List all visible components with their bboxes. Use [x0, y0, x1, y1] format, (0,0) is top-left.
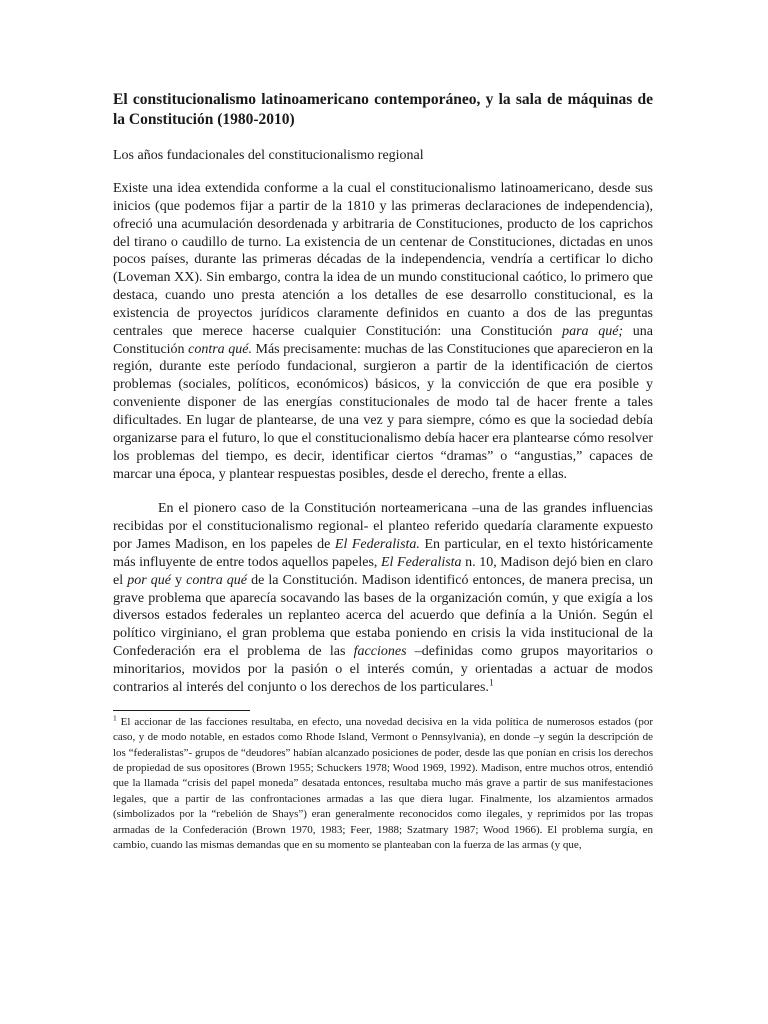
paragraph-2-text-3: n. 10, Madison dejó bien en claro el	[113, 554, 653, 588]
footnote-1	[113, 712, 653, 854]
paragraph-1-text-3: Más precisamente: muchas de las Constituciones que aparecieron en la región, durante este período fundacional, surgieron a partir de la identificación de ciertos problemas (sociales, políticos, económicos) básicos, y la convicción de que era posible y conveniente disponer de las energías constitucionales de modo tal de hacer frente a tales dificultades. En lugar de plantearse, de una vez y para siempre, cómo es que la sociedad debía organizarse para el futuro, lo que el constitucionalismo debía hacer era plantearse cómo resolver los problemas del tiempo, es decir, identificar ciertos “dramas” o “angustias,” capaces de marcar una época, y plantear respuestas posibles, desde el derecho, frente a ellas.	[113, 341, 653, 482]
paragraph-2-italic-1: El Federalista.	[334, 537, 420, 553]
document-title: El constitucionalismo latinoamericano contemporáneo, y la sala de máquinas de la Constitución (1980-2010)	[113, 91, 653, 128]
paragraph-1-text-1: Existe una idea extendida conforme a la cual el constitucionalismo latinoamericano, desde sus inicios (que podemos fijar a partir de la 1810 y las primeras declaraciones de independencia), ofreció una acumulación desordenada y arbitraria de Constituciones, producto de los caprichos del tirano o caudillo de turno. La existencia de un centenar de Constituciones, dictadas en unos pocos países, durante las primeras décadas de la independencia, vendría a certificar lo dicho (Loveman XX). Sin embargo, contra la idea de un mundo constitucional caótico, lo primero que destaca, cuando uno presta atención a los detalles de ese desarrollo constitucional, es la existencia de proyectos jurídicos claramente definidos en cuanto a dos de las preguntas centrales que merece hacerse cualquier Constitución: una Constitución	[113, 181, 653, 339]
paragraph-2-text-1: En el pionero caso de la Constitución norteamericana –una de las grandes influencias recibidas por el constitucionalismo regional- el planteo referido quedaría claramente expuesto por James Madison, en los papeles de	[113, 501, 653, 553]
paragraph-2	[113, 500, 653, 696]
paragraph-1-text-2: una Constitución	[113, 323, 654, 357]
footnote-number: 1	[113, 712, 117, 722]
paragraph-2-text-2: En particular, en el texto históricamente más influyente de entre todos aquellos papeles,	[113, 537, 653, 570]
section-subtitle: Los años fundacionales del constitucionalismo regional	[113, 148, 424, 163]
paragraph-1-italic-2: contra qué.	[188, 341, 252, 357]
footnote-text: El accionar de las facciones resultaba, en efecto, una novedad decisiva en la vida política de numerosos estados (por caso, y de modo notable, en estados como Rhode Island, Vermont o Pennsylvania), en donde –y según la descripción de los “federalistas”- grupos de “deudores” habían alcanzado posiciones de poder, desde las que ponían en crisis los derechos de propiedad de sus opositores (Brown 1955; Schuckers 1978; Wood 1969, 1992). Madison, entre muchos otros, entendió que la llamada “crisis del papel moneda” desatada entonces, resultaba mucho más grave a partir de sus manifestaciones legales, que a partir de las confrontaciones armadas a las que diera lugar. Finalmente, los alzamientos armados (simbolizados por la “rebelión de Shays”) eran generalmente reconocidos como ilegales, y reprimidos por las tropas armadas de la Confederación (Brown 1970, 1983; Feer, 1988; Szatmary 1987; Wood 1966). El problema surgía, en cambio, cuando las mismas demandas que en su momento se planteaban con la fuerza de las armas (y que,	[113, 715, 653, 852]
paragraph-2-italic-5: facciones	[353, 644, 407, 660]
paragraph-1	[113, 180, 653, 483]
paragraph-2-text-5: de la Constitución. Madison identificó entonces, de manera precisa, un grave problema que aparecía socavando las bases de la organización común, y que exigía a los diversos estados federales un replanteo acerca del acuerdo que definía a la Unión. Según el político virginiano, el gran problema que estaba poniendo en crisis la vida institucional de la Confederación era el problema de las	[113, 572, 653, 660]
paragraph-2-text-6: –definidas como grupos mayoritarios o minoritarios, movidos por la pasión o el interés común, y orientadas a actuar de modos contrarios al interés del conjunto o los derechos de los particulares.	[113, 644, 653, 695]
paragraph-2-text-4: y	[170, 572, 187, 588]
paragraph-2-italic-2: El Federalista	[381, 554, 462, 570]
footnote-separator	[113, 710, 250, 711]
document-page	[113, 90, 653, 854]
paragraph-1-italic-1: para qué;	[562, 323, 624, 339]
footnote-reference[interactable]: 1	[488, 677, 494, 688]
paragraph-2-italic-4: contra qué	[186, 572, 248, 588]
paragraph-2-italic-3: por qué	[127, 572, 171, 588]
